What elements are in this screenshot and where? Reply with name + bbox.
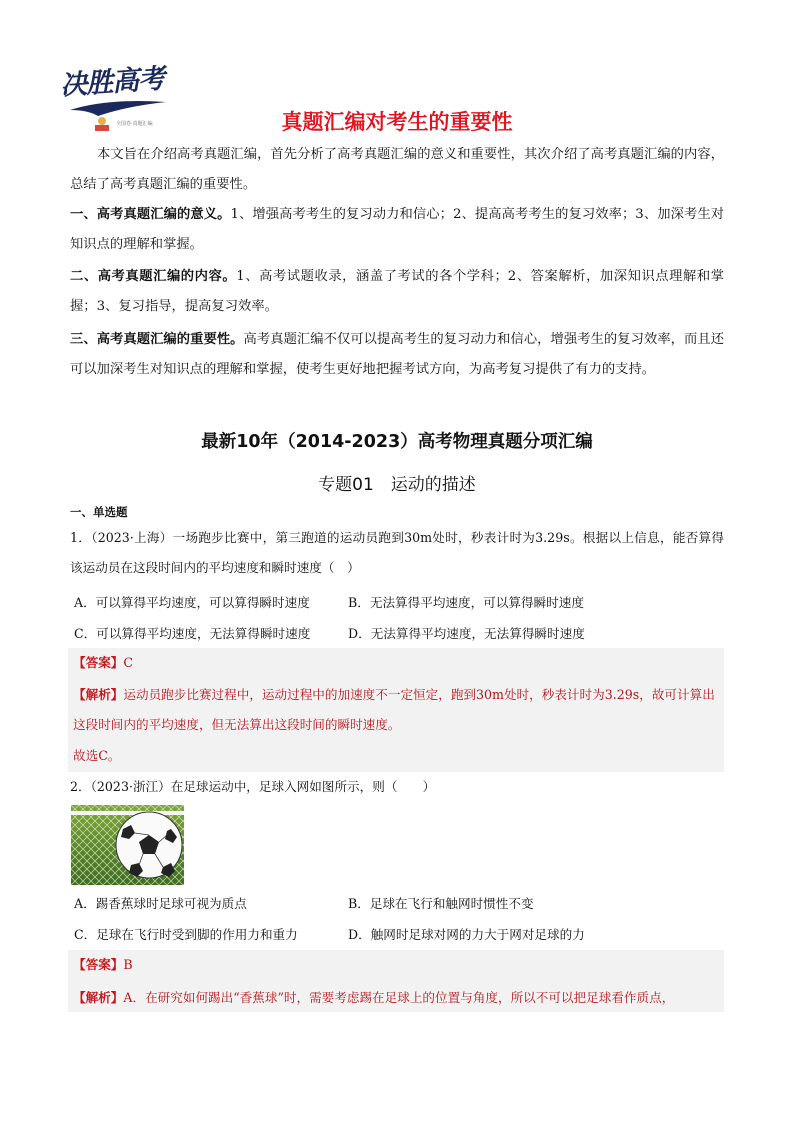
q2-answer-label: 【答案】 — [73, 957, 124, 972]
point-1-body: 1、增强高考考生的复习动力和信心；2、提高高考考生的复习效率；3、加深考生对知识点的理解和掌握。 — [70, 207, 724, 252]
q2-answer — [73, 950, 723, 980]
point-3-body: 高考真题汇编不仅可以提高考生的复习动力和信心，增强考生的复习效率，而且还可以加深考生对知识点的理解和掌握，使考生更好地把握考试方向，为高考复习提供了有力的支持。 — [70, 332, 725, 377]
q2-analysis-label: 【解析】 — [73, 990, 124, 1005]
q2-analysis-text: A．在研究如何踢出“香蕉球”时，需要考虑踢在足球上的位置与角度，所以不可以把足球看作质点， — [123, 990, 675, 1005]
q1-analysis-text: 运动员跑步比赛过程中，运动过程中的加速度不一定恒定，跑到30m处时，秒表计时为3.29s，故可计算出这段时间内的平均速度，但无法算出这段时间的瞬时速度。 — [73, 687, 715, 732]
point-2-body: 1、高考试题收录，涵盖了考试的各个学科；2、答案解析，加深知识点理解和掌握；3、复习指导，提高复习效率。 — [70, 269, 725, 314]
point-3-head: 三、高考真题汇编的重要性。 — [70, 332, 244, 347]
q1-option-c: C．可以算得平均速度，无法算得瞬时速度 — [74, 626, 311, 641]
section-heading: 一、单选题 — [70, 505, 128, 519]
q1-answer-value: C — [123, 655, 134, 670]
q1-conclusion: 故选C。 — [73, 748, 121, 763]
question-1-stem: 1．（2023·上海）一场跑步比赛中，第三跑道的运动员跑到30m处时，秒表计时为3.29s。根据以上信息，能否算得该运动员在这段时间内的平均速度和瞬时速度（ ） — [70, 530, 724, 575]
point-3 — [70, 325, 724, 385]
q1-analysis-label: 【解析】 — [73, 687, 124, 702]
q2-option-b: B．足球在飞行和触网时惯性不变 — [348, 896, 534, 911]
subtitle: 专题01 运动的描述 — [318, 475, 476, 495]
q1-option-b: B．无法算得平均速度，可以算得瞬时速度 — [348, 595, 584, 610]
q2-option-a: A．踢香蕉球时足球可视为质点 — [74, 896, 247, 911]
intro-paragraph: 本文旨在介绍高考真题汇编，首先分析了高考真题汇编的意义和重要性，其次介绍了高考真题汇编的内容，总结了高考真题汇编的重要性。 — [70, 147, 724, 192]
q1-option-a: A．可以算得平均速度，可以算得瞬时速度 — [74, 595, 310, 610]
soccer-goal-icon — [71, 805, 184, 885]
q2-option-c: C．足球在飞行时受到脚的作用力和重力 — [74, 927, 298, 942]
q1-option-d: D．无法算得平均速度，无法算得瞬时速度 — [348, 626, 585, 641]
point-1-head: 一、高考真题汇编的意义。 — [70, 207, 231, 222]
q2-answer-value: B — [123, 957, 133, 972]
soccer-ball-image — [71, 805, 184, 885]
q2-analysis — [73, 983, 723, 1013]
q1-analysis — [73, 680, 723, 740]
point-1 — [70, 200, 724, 260]
point-2-head: 二、高考真题汇编的内容。 — [70, 269, 237, 284]
point-2 — [70, 262, 724, 322]
q2-option-d: D．触网时足球对网的力大于网对足球的力 — [348, 927, 585, 942]
page-title: 真题汇编对考生的重要性 — [281, 110, 513, 134]
logo-caption: 全国卷·真题汇编 — [116, 121, 153, 127]
q1-answer — [73, 648, 723, 678]
question-2-stem: 2．（2023·浙江）在足球运动中，足球入网如图所示，则（ ） — [70, 779, 436, 794]
q1-answer-label: 【答案】 — [73, 655, 124, 670]
logo-text: 决胜高考 — [59, 63, 166, 102]
main-title: 最新10年（2014-2023）高考物理真题分项汇编 — [201, 432, 593, 452]
